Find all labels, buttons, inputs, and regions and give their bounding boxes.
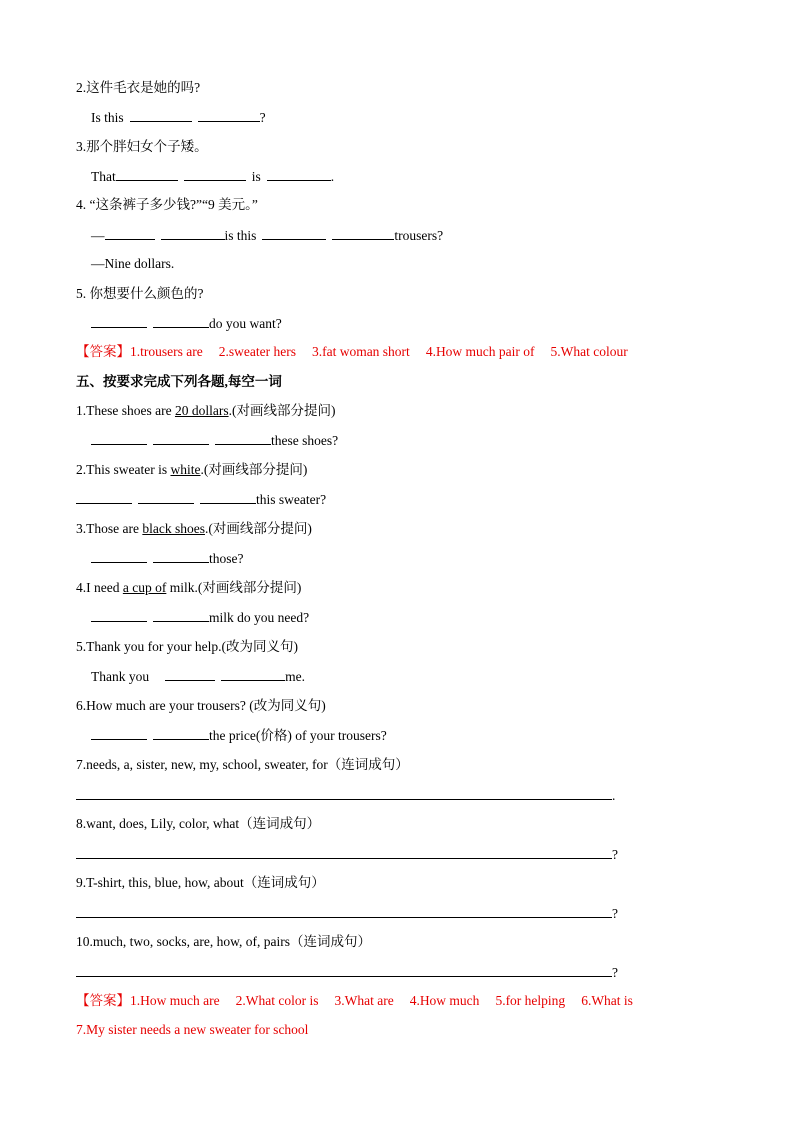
fill-text: Is this xyxy=(91,110,124,125)
answer-line[interactable] xyxy=(76,903,612,918)
blank[interactable] xyxy=(105,226,155,240)
question-3-fill xyxy=(91,167,334,186)
p5-question-4-fill xyxy=(91,608,309,627)
fill-text: these shoes? xyxy=(271,433,339,448)
blank[interactable] xyxy=(76,490,132,504)
blank[interactable] xyxy=(91,608,147,622)
answer-item: 3.What are xyxy=(334,993,394,1008)
fill-text: do you want? xyxy=(209,316,282,331)
answer-key-part5 xyxy=(76,992,633,1010)
prompt-text: .(对画线部分提问) xyxy=(204,521,312,536)
dash: — xyxy=(91,228,105,243)
p5-question-2-fill xyxy=(76,490,326,509)
fill-text: is xyxy=(251,169,261,184)
blank[interactable] xyxy=(153,726,209,740)
p5-question-8-prompt: 8.want, does, Lily, color, what（连词成句） xyxy=(76,816,321,831)
blank[interactable] xyxy=(161,226,225,240)
question-3-prompt: 3.那个胖妇女个子矮。 xyxy=(76,139,208,154)
blank[interactable] xyxy=(332,226,394,240)
question-5-fill xyxy=(91,314,282,333)
p5-question-7-prompt: 7.needs, a, sister, new, my, school, sweater, for（连词成句） xyxy=(76,757,409,772)
prompt-text: .(对画线部分提问) xyxy=(200,462,308,477)
prompt-text: 3.Those are xyxy=(76,521,143,536)
answer-item: 1.trousers are xyxy=(130,344,203,359)
blank[interactable] xyxy=(91,314,147,328)
answer-item: 5.What colour xyxy=(550,344,628,359)
blank[interactable] xyxy=(215,431,271,445)
fill-text: ? xyxy=(259,110,266,125)
fill-text: those? xyxy=(209,551,244,566)
end-punct: ? xyxy=(612,906,618,921)
answer-label: 【答案】 xyxy=(76,993,130,1008)
blank[interactable] xyxy=(262,226,326,240)
underlined-text: white xyxy=(170,462,201,477)
blank[interactable] xyxy=(165,667,215,681)
answer-key-part5-line2: 7.My sister needs a new sweater for school xyxy=(76,1022,309,1037)
blank[interactable] xyxy=(221,667,285,681)
prompt-text: milk.(对画线部分提问) xyxy=(166,580,302,595)
fill-text: . xyxy=(330,169,335,184)
end-punct: ? xyxy=(612,965,618,980)
question-4-reply: —Nine dollars. xyxy=(91,256,175,271)
end-punct: . xyxy=(612,788,616,803)
answer-item: 5.for helping xyxy=(495,993,566,1008)
question-4-fill xyxy=(91,226,443,245)
answer-item: 4.How much pair of xyxy=(425,344,535,359)
prompt-text: 1.These shoes are xyxy=(76,403,175,418)
p5-question-10-prompt: 10.much, two, socks, are, how, of, pairs（连词成句） xyxy=(76,934,371,949)
question-4-prompt: 4. “这条裤子多少钱?”“9 美元。” xyxy=(76,197,258,212)
fill-text: the price(价格) of your trousers? xyxy=(209,728,387,743)
prompt-text: 2.This sweater is xyxy=(76,462,171,477)
p5-question-5-fill xyxy=(91,667,305,686)
section-heading: 五、按要求完成下列各题,每空一词 xyxy=(76,374,282,389)
blank[interactable] xyxy=(153,549,209,563)
fill-text: milk do you need? xyxy=(209,610,310,625)
p5-question-8-answer-line xyxy=(76,844,618,864)
p5-question-3-prompt xyxy=(76,520,312,538)
underlined-text: 20 dollars xyxy=(174,403,229,418)
p5-question-4-prompt xyxy=(76,579,301,597)
end-punct: ? xyxy=(612,847,618,862)
answer-key-part4 xyxy=(76,343,628,361)
answer-label: 【答案】 xyxy=(76,344,130,359)
answer-line[interactable] xyxy=(76,785,612,800)
blank[interactable] xyxy=(153,608,209,622)
p5-question-6-fill xyxy=(91,726,387,745)
question-2-fill xyxy=(91,108,266,127)
p5-question-9-answer-line xyxy=(76,903,618,923)
p5-question-9-prompt: 9.T-shirt, this, blue, how, about（连词成句） xyxy=(76,875,325,890)
answer-item: 4.How much xyxy=(409,993,480,1008)
fill-text: this sweater? xyxy=(256,492,327,507)
p5-question-5-prompt: 5.Thank you for your help.(改为同义句) xyxy=(76,639,298,654)
blank[interactable] xyxy=(91,726,147,740)
p5-question-10-answer-line xyxy=(76,962,618,982)
fill-text: trousers? xyxy=(394,228,444,243)
underlined-text: black shoes xyxy=(142,521,205,536)
answer-item: 1.How much are xyxy=(130,993,220,1008)
answer-item: 2.sweater hers xyxy=(218,344,296,359)
blank[interactable] xyxy=(198,108,260,122)
answer-line[interactable] xyxy=(76,962,612,977)
fill-text: That xyxy=(91,169,116,184)
prompt-text: 4.I need xyxy=(76,580,123,595)
blank[interactable] xyxy=(91,549,147,563)
p5-question-1-prompt xyxy=(76,402,335,420)
blank[interactable] xyxy=(184,167,246,181)
fill-text: me. xyxy=(285,669,305,684)
fill-text: is this xyxy=(224,228,257,243)
prompt-text: .(对画线部分提问) xyxy=(228,403,336,418)
blank[interactable] xyxy=(153,431,209,445)
p5-question-7-answer-line xyxy=(76,785,615,805)
blank[interactable] xyxy=(91,431,147,445)
p5-question-1-fill xyxy=(91,431,338,450)
blank[interactable] xyxy=(116,167,178,181)
blank[interactable] xyxy=(138,490,194,504)
question-5-prompt: 5. 你想要什么颜色的? xyxy=(76,286,204,301)
blank[interactable] xyxy=(267,167,331,181)
answer-item: 2.What color is xyxy=(235,993,319,1008)
p5-question-6-prompt: 6.How much are your trousers? (改为同义句) xyxy=(76,698,326,713)
blank[interactable] xyxy=(200,490,256,504)
answer-line[interactable] xyxy=(76,844,612,859)
blank[interactable] xyxy=(130,108,192,122)
underlined-text: a cup of xyxy=(122,580,167,595)
fill-text: Thank you xyxy=(91,669,150,684)
blank[interactable] xyxy=(153,314,209,328)
answer-item: 6.What is xyxy=(581,993,633,1008)
answer-item: 3.fat woman short xyxy=(311,344,410,359)
p5-question-3-fill xyxy=(91,549,244,568)
question-2-prompt: 2.这件毛衣是她的吗? xyxy=(76,80,201,95)
p5-question-2-prompt xyxy=(76,461,307,479)
